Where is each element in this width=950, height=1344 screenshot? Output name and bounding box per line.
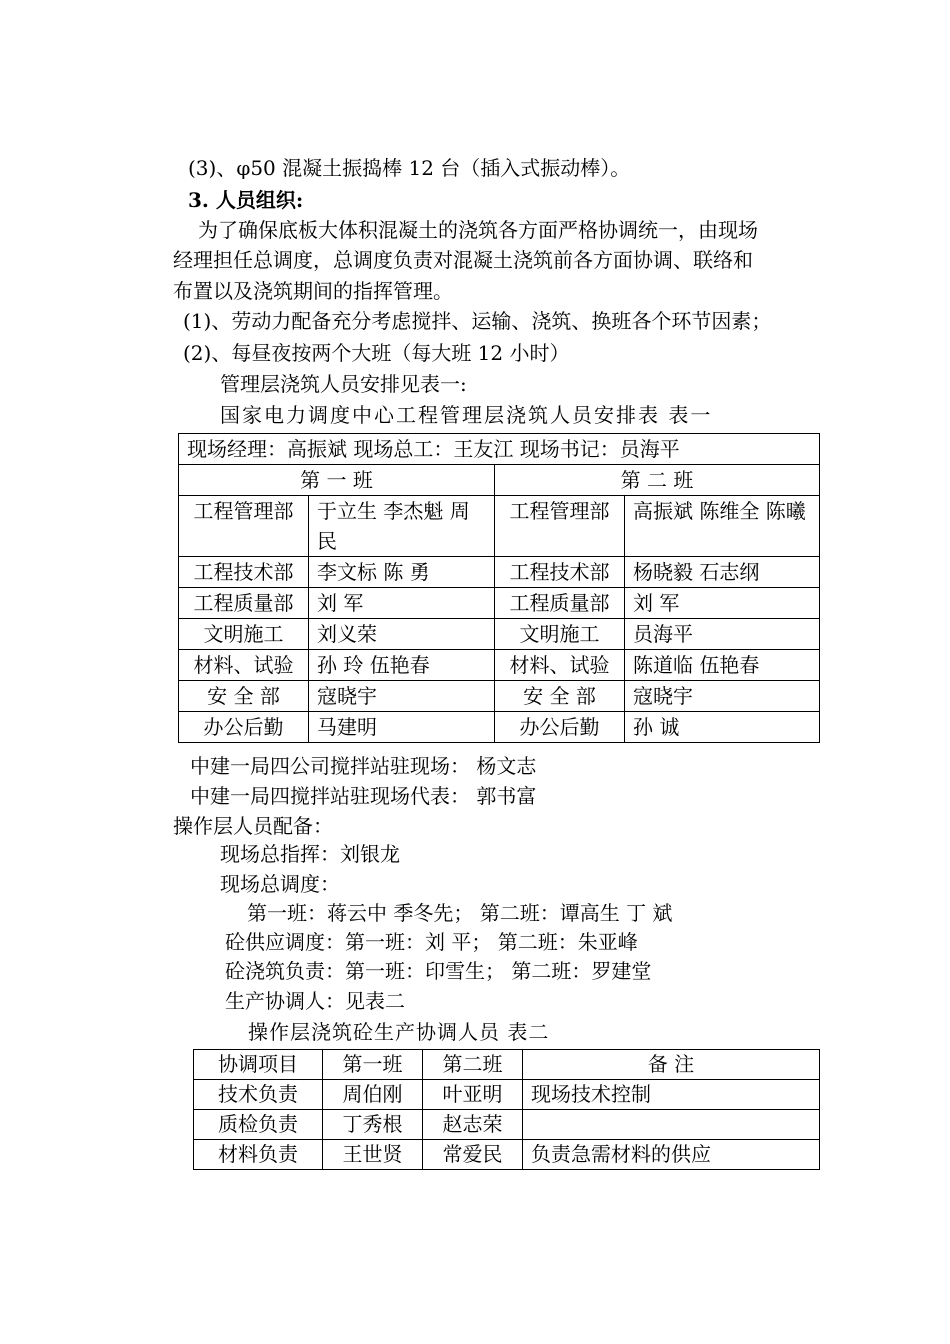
table-cell: 丁秀根 (323, 1110, 423, 1140)
table2-caption: 操作层浇筑砼生产协调人员 表二 (248, 1020, 550, 1044)
paragraph-line: 经理担任总调度，总调度负责对混凝土浇筑前各方面协调、联络和 (173, 248, 753, 272)
paragraph-line: 为了确保底板大体积混凝土的浇筑各方面严格协调统一，由现场 (198, 218, 758, 242)
table-cell: 叶亚明 (423, 1080, 523, 1110)
column-header: 第一班 (323, 1050, 423, 1080)
dept-cell: 办公后勤 (179, 712, 309, 743)
dept-cell: 工程技术部 (495, 557, 625, 588)
dept-cell: 安 全 部 (495, 681, 625, 712)
dept-cell: 安 全 部 (179, 681, 309, 712)
table-cell: 赵志荣 (423, 1110, 523, 1140)
column-header: 备 注 (523, 1050, 820, 1080)
list-item-1: (1)、劳动力配备充分考虑搅拌、运输、浇筑、换班各个环节因素； (183, 309, 772, 333)
table-row (179, 650, 820, 681)
equipment-item-3: (3)、φ50 混凝土振捣棒 12 台（插入式振动棒）。 (188, 156, 631, 180)
table1-intro: 管理层浇筑人员安排见表一: (220, 372, 467, 396)
table1-shift2-header: 第 二 班 (495, 465, 820, 496)
table-cell: 周伯刚 (323, 1080, 423, 1110)
column-header: 第二班 (423, 1050, 523, 1080)
table-cell: 材料负责 (194, 1140, 323, 1170)
mixing-station-representative: 中建一局四搅拌站驻现场代表： 郭书富 (190, 784, 537, 808)
staff-cell: 高振斌 陈维全 陈曦 (625, 496, 820, 557)
table-row (179, 557, 820, 588)
table1-caption: 国家电力调度中心工程管理层浇筑人员安排表 表一 (220, 403, 713, 427)
dept-cell: 工程质量部 (495, 588, 625, 619)
staff-cell: 员海平 (625, 619, 820, 650)
section-heading-personnel: 3. 人员组织: (188, 188, 304, 212)
paragraph-line: 布置以及浇筑期间的指挥管理。 (173, 279, 453, 303)
concrete-supply-dispatch: 砼供应调度：第一班：刘 平； 第二班：朱亚峰 (225, 930, 638, 954)
dispatcher-shifts: 第一班：蒋云中 季冬先； 第二班：谭高生 丁 斌 (247, 901, 673, 925)
coordination-staff-table (193, 1049, 820, 1170)
table-row (179, 496, 820, 557)
table-row (179, 712, 820, 743)
dept-cell: 工程管理部 (495, 496, 625, 557)
dept-cell: 材料、试验 (495, 650, 625, 681)
table-cell: 常爱民 (423, 1140, 523, 1170)
dept-cell: 文明施工 (179, 619, 309, 650)
table-row (194, 1080, 820, 1110)
staff-cell: 刘义荣 (309, 619, 495, 650)
table-cell: 技术负责 (194, 1080, 323, 1110)
staff-cell: 马建明 (309, 712, 495, 743)
dept-cell: 办公后勤 (495, 712, 625, 743)
dept-cell: 工程质量部 (179, 588, 309, 619)
operation-staffing-heading: 操作层人员配备： (173, 814, 333, 838)
staff-cell: 寇晓宇 (625, 681, 820, 712)
production-coordinator: 生产协调人：见表二 (225, 989, 405, 1013)
table-row (194, 1110, 820, 1140)
staff-cell: 寇晓宇 (309, 681, 495, 712)
table-cell: 质检负责 (194, 1110, 323, 1140)
dept-cell: 工程技术部 (179, 557, 309, 588)
table1-shift1-header: 第 一 班 (179, 465, 495, 496)
dept-cell: 材料、试验 (179, 650, 309, 681)
staff-cell: 刘 军 (625, 588, 820, 619)
table-header-row (194, 1050, 820, 1080)
mixing-station-onsite: 中建一局四公司搅拌站驻现场： 杨文志 (190, 754, 537, 778)
table-cell (523, 1110, 820, 1140)
site-dispatcher-label: 现场总调度： (220, 872, 340, 896)
staff-cell: 刘 军 (309, 588, 495, 619)
site-commander: 现场总指挥：刘银龙 (220, 842, 400, 866)
table-row (179, 681, 820, 712)
staff-cell: 陈道临 伍艳春 (625, 650, 820, 681)
table-row (179, 588, 820, 619)
staff-cell: 孙 诚 (625, 712, 820, 743)
table-row (194, 1140, 820, 1170)
dept-cell: 工程管理部 (179, 496, 309, 557)
staff-cell: 于立生 李杰魁 周 民 (309, 496, 495, 557)
table-cell: 负责急需材料的供应 (523, 1140, 820, 1170)
staff-cell: 杨晓毅 石志纲 (625, 557, 820, 588)
concrete-pouring-lead: 砼浇筑负责：第一班：印雪生； 第二班：罗建堂 (225, 959, 652, 983)
list-item-2: (2)、每昼夜按两个大班（每大班 12 小时） (183, 341, 570, 365)
staff-cell: 孙 玲 伍艳春 (309, 650, 495, 681)
management-staff-table (178, 433, 820, 743)
table-row (179, 619, 820, 650)
column-header: 协调项目 (194, 1050, 323, 1080)
table-cell: 王世贤 (323, 1140, 423, 1170)
table1-header: 现场经理：高振斌 现场总工：王友江 现场书记：员海平 (179, 434, 820, 465)
table-cell: 现场技术控制 (523, 1080, 820, 1110)
dept-cell: 文明施工 (495, 619, 625, 650)
staff-cell: 李文标 陈 勇 (309, 557, 495, 588)
